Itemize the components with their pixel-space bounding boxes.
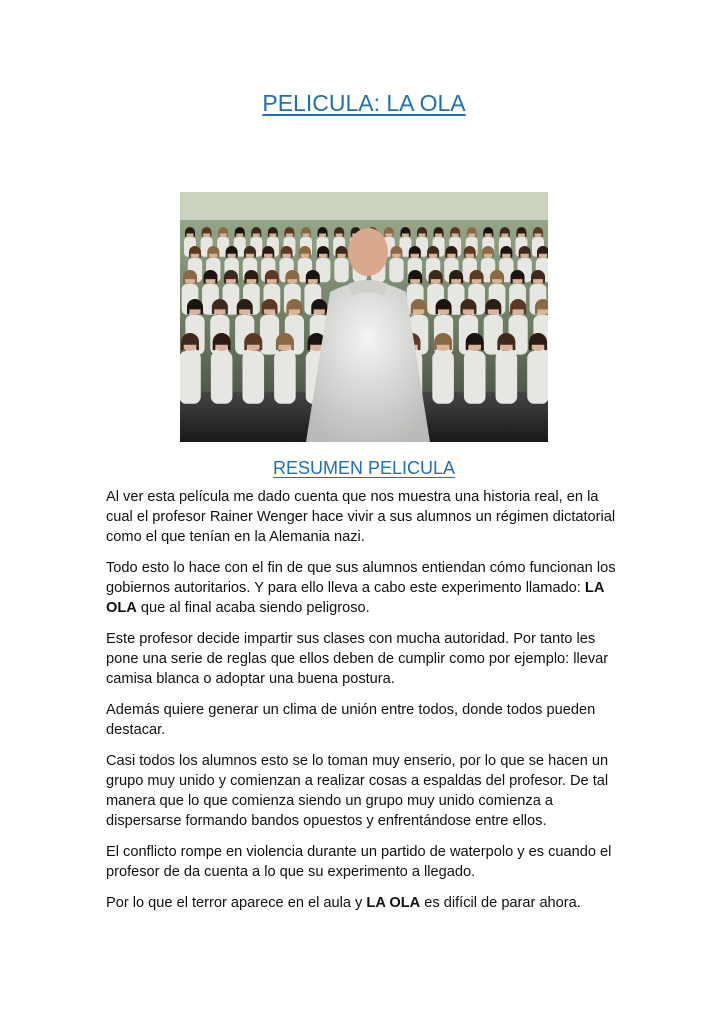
line: Por lo que el terror aparece en el aula y [106, 895, 367, 911]
student-figure [389, 258, 403, 282]
page-title-text: PELICULA: LA OLA [262, 90, 466, 116]
paragraph-6 [106, 842, 626, 882]
line: dispersarse formando bandos opuestos y enfrentándose entre ellos. [106, 813, 547, 829]
student-figure [527, 351, 548, 404]
line: que al final acaba siendo peligroso. [136, 600, 370, 616]
section-heading [0, 458, 728, 479]
line: Además quiere generar un clima de unión entre todos, donde todos pueden [106, 702, 596, 718]
student-figure [496, 351, 518, 404]
paragraph-4 [106, 700, 626, 740]
line: El conflicto rompe en violencia durante un partido de waterpolo y es cuando el [106, 844, 612, 860]
line: destacar. [106, 722, 166, 738]
line: cual el profesor Rainer Wenger hace vivir a sus alumnos un régimen dictatorial [106, 509, 616, 525]
student-figure [464, 351, 486, 404]
line: Este profesor decide impartir sus clases con mucha autoridad. Por tanto les [106, 631, 596, 647]
student-figure [211, 351, 233, 404]
page-title [0, 90, 728, 117]
emphasis-ola: OLA [106, 600, 137, 616]
photo-illustration [180, 192, 548, 442]
line: grupo muy unido y comienzan a realizar cosas a espaldas del profesor. De tal [106, 773, 609, 789]
line: Al ver esta película me dado cuenta que nos muestra una historia real, en la [106, 489, 599, 505]
student-figure [242, 351, 264, 404]
movie-photo [180, 192, 548, 442]
line: es difícil de parar ahora. [420, 895, 581, 911]
paragraph-7 [106, 893, 626, 913]
line: gobiernos autoritarios. Y para ello lleva a cabo este experimento llamado: [106, 580, 585, 596]
student-figure [180, 351, 201, 404]
paragraph-1 [106, 487, 626, 547]
line: profesor de da cuenta a lo que su experimento a llegado. [106, 864, 476, 880]
paragraph-3 [106, 629, 626, 689]
paragraph-5 [106, 751, 626, 831]
section-heading-text: RESUMEN PELICULA [272, 458, 456, 478]
line: camisa blanca o adoptar una buena postura. [106, 671, 395, 687]
line: pone una serie de reglas que ellos deben de cumplir como por ejemplo: llevar [106, 651, 609, 667]
line: como el que tenían en la Alemania nazi. [106, 529, 365, 545]
student-figure [274, 351, 296, 404]
emphasis-la-ola: LA OLA [366, 895, 421, 911]
line: Casi todos los alumnos esto se lo toman muy enserio, por lo que se hacen un [106, 753, 609, 769]
line: manera que lo que comienza siendo un grupo muy unido comienza a [106, 793, 554, 809]
line: Todo esto lo hace con el fin de que sus alumnos entiendan cómo funcionan los [106, 560, 616, 576]
emphasis-la: LA [584, 580, 605, 596]
student-figure [432, 351, 454, 404]
paragraph-2 [106, 558, 626, 618]
student-figure [334, 258, 348, 282]
summary-body [106, 487, 626, 924]
